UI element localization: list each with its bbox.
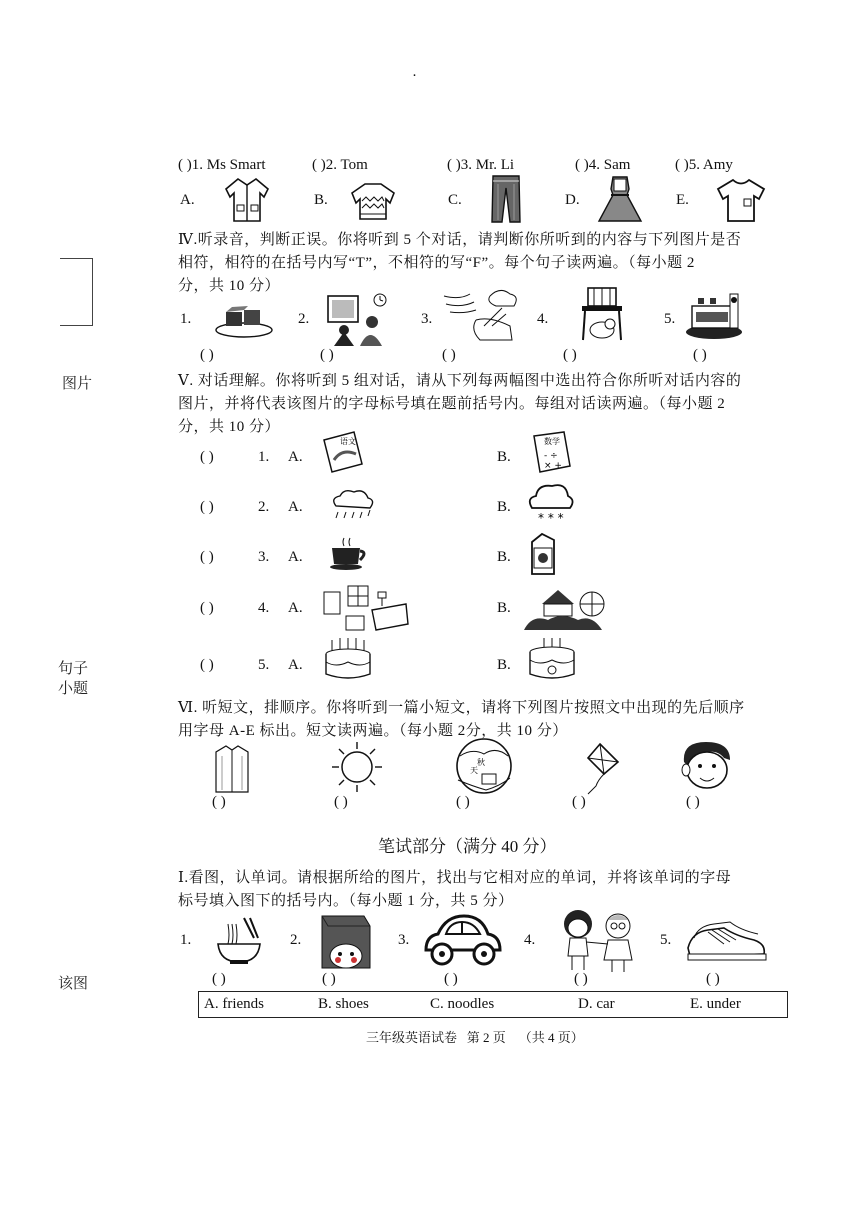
section-5-instruction-3: 分，共 10 分） bbox=[178, 419, 281, 435]
s4-num-5: 5. bbox=[664, 311, 676, 327]
section-4-instruction-2: 相符，相符的在括号内写“T”，不相符的写“F”。每个句子读两遍。（每小题 2 bbox=[178, 255, 695, 271]
s5-opt-a-3: A. bbox=[288, 549, 303, 565]
margin-box bbox=[60, 258, 93, 326]
s4-answer-paren-3[interactable]: ( ) bbox=[442, 347, 456, 363]
jacket-icon bbox=[224, 175, 270, 223]
name-item-4: ( )4. Sam bbox=[575, 157, 631, 173]
name-item-3: ( )3. Mr. Li bbox=[447, 157, 515, 173]
svg-text:× +: × + bbox=[544, 461, 562, 471]
word-option-e: E. under bbox=[690, 996, 741, 1012]
cat-under-chair-icon bbox=[578, 286, 626, 342]
rain-cloud-icon bbox=[328, 488, 376, 524]
s6-answer-paren-4[interactable]: ( ) bbox=[572, 794, 586, 810]
s5-opt-a-5: A. bbox=[288, 657, 303, 673]
s5-opt-a-1: A. bbox=[288, 449, 303, 465]
s5-opt-b-1: B. bbox=[497, 449, 511, 465]
s5-num-1: 1. bbox=[258, 449, 270, 465]
option-label-d: D. bbox=[565, 192, 580, 208]
tshirt-icon bbox=[716, 177, 766, 223]
amusement-park-icon bbox=[522, 584, 608, 632]
w-answer-paren-5[interactable]: ( ) bbox=[706, 971, 720, 987]
s5-paren-4[interactable]: ( ) bbox=[200, 600, 214, 616]
s4-answer-paren-4[interactable]: ( ) bbox=[563, 347, 577, 363]
s5-num-3: 3. bbox=[258, 549, 270, 565]
w-num-5: 5. bbox=[660, 932, 672, 948]
word-option-c: C. noodles bbox=[430, 996, 495, 1012]
s4-answer-paren-2[interactable]: ( ) bbox=[320, 347, 334, 363]
s4-num-4: 4. bbox=[537, 311, 549, 327]
written-section-title: 笔试部分（满分 40 分） bbox=[378, 837, 557, 856]
milk-carton-icon bbox=[528, 532, 558, 576]
s6-answer-paren-2[interactable]: ( ) bbox=[334, 794, 348, 810]
school-building-icon bbox=[684, 288, 746, 340]
s4-answer-paren-1[interactable]: ( ) bbox=[200, 347, 214, 363]
noodles-bowl-icon bbox=[214, 916, 264, 966]
option-label-c: C. bbox=[448, 192, 462, 208]
s5-opt-b-2: B. bbox=[497, 499, 511, 515]
margin-fragment: 图片 bbox=[62, 376, 93, 392]
w-answer-paren-1[interactable]: ( ) bbox=[212, 971, 226, 987]
written-instruction-2: 标号填入图下的括号内。（每小题 1 分，共 5 分） bbox=[178, 893, 514, 909]
s5-paren-5[interactable]: ( ) bbox=[200, 657, 214, 673]
w-num-3: 3. bbox=[398, 932, 410, 948]
option-label-b: B. bbox=[314, 192, 328, 208]
s5-num-5: 5. bbox=[258, 657, 270, 673]
word-option-d: D. car bbox=[578, 996, 615, 1012]
windy-tree-icon bbox=[440, 286, 522, 342]
dress-icon bbox=[597, 175, 643, 223]
svg-text:天: 天 bbox=[470, 766, 478, 775]
shoes-icon bbox=[684, 918, 770, 966]
s4-num-3: 3. bbox=[421, 311, 433, 327]
cake-with-three-candles-icon bbox=[526, 636, 578, 682]
section-4-instruction-1: Ⅳ.听录音，判断正误。你将听到 5 个对话，请判断你所听到的内容与下列图片是否 bbox=[178, 232, 742, 248]
margin-fragment: 该图 bbox=[58, 976, 89, 992]
trousers-icon bbox=[490, 174, 522, 224]
s5-paren-1[interactable]: ( ) bbox=[200, 449, 214, 465]
s6-answer-paren-1[interactable]: ( ) bbox=[212, 794, 226, 810]
w-answer-paren-2[interactable]: ( ) bbox=[322, 971, 336, 987]
option-label-e: E. bbox=[676, 192, 689, 208]
section-5-instruction-2: 图片，并将代表该图片的字母标号填在题前括号内。每组对话读两遍。（每小题 2 bbox=[178, 396, 726, 412]
car-icon bbox=[422, 910, 504, 972]
book-title: 语文 bbox=[340, 437, 356, 446]
w-answer-paren-3[interactable]: ( ) bbox=[444, 971, 458, 987]
word-option-b: B. shoes bbox=[318, 996, 369, 1012]
s4-answer-paren-5[interactable]: ( ) bbox=[693, 347, 707, 363]
s6-answer-paren-3[interactable]: ( ) bbox=[456, 794, 470, 810]
section-5-instruction-1: Ⅴ. 对话理解。你将听到 5 组对话，请从下列每两幅图中选出符合你所听对话内容的 bbox=[178, 373, 742, 389]
w-answer-paren-4[interactable]: ( ) bbox=[574, 971, 588, 987]
snow-cloud-icon bbox=[526, 480, 576, 526]
living-room-icon bbox=[322, 584, 410, 634]
tv-family-icon bbox=[324, 292, 388, 346]
birthday-cake-icon bbox=[322, 636, 372, 682]
math-book-icon bbox=[528, 430, 574, 474]
w-num-2: 2. bbox=[290, 932, 302, 948]
svg-text:* * *: * * * bbox=[538, 511, 564, 525]
svg-text:- ÷: - ÷ bbox=[544, 451, 558, 461]
name-item-2: ( )2. Tom bbox=[312, 157, 368, 173]
margin-fragment: 小题 bbox=[58, 681, 89, 697]
name-item-5: ( )5. Amy bbox=[675, 157, 733, 173]
s4-num-1: 1. bbox=[180, 311, 192, 327]
w-num-4: 4. bbox=[524, 932, 536, 948]
boy-face-icon bbox=[678, 738, 736, 792]
svg-text:秋: 秋 bbox=[477, 758, 485, 767]
chinese-book-icon bbox=[320, 430, 366, 474]
word-option-a: A. friends bbox=[204, 996, 264, 1012]
s4-num-2: 2. bbox=[298, 311, 310, 327]
section-6-instruction-1: Ⅵ. 听短文，排顺序。你将听到一篇小短文，请将下列图片按照文中出现的先后顺序 bbox=[178, 700, 745, 716]
s5-paren-3[interactable]: ( ) bbox=[200, 549, 214, 565]
shirt-icon bbox=[214, 744, 250, 794]
sun-icon bbox=[330, 740, 384, 794]
autumn-scene-icon bbox=[452, 738, 516, 794]
margin-fragment: 句子 bbox=[58, 661, 89, 677]
s5-opt-a-2: A. bbox=[288, 499, 303, 515]
coffee-cup-icon bbox=[328, 536, 372, 572]
name-item-1: ( )1. Ms Smart bbox=[178, 157, 266, 173]
section-4-instruction-3: 分，共 10 分） bbox=[178, 278, 281, 294]
s6-answer-paren-5[interactable]: ( ) bbox=[686, 794, 700, 810]
s5-opt-b-3: B. bbox=[497, 549, 511, 565]
written-instruction-1: Ⅰ.看图，认单词。请根据所给的图片，找出与它相对应的单词，并将该单词的字母 bbox=[178, 870, 732, 886]
monkey-under-box-icon bbox=[318, 912, 374, 972]
cake-slices-icon bbox=[214, 302, 274, 338]
option-label-a: A. bbox=[180, 192, 195, 208]
w-num-1: 1. bbox=[180, 932, 192, 948]
s5-num-2: 2. bbox=[258, 499, 270, 515]
s5-opt-b-5: B. bbox=[497, 657, 511, 673]
two-friends-icon bbox=[558, 908, 644, 974]
page-footer: 三年级英语试卷 第 2 页 （共 4 页） bbox=[366, 1030, 584, 1045]
s5-opt-b-4: B. bbox=[497, 600, 511, 616]
sweater-icon bbox=[350, 181, 396, 221]
page-dot: · bbox=[412, 68, 417, 84]
s5-opt-a-4: A. bbox=[288, 600, 303, 616]
section-6-instruction-2: 用字母 A-E 标出。短文读两遍。（每小题 2分，共 10 分） bbox=[178, 723, 568, 739]
s5-paren-2[interactable]: ( ) bbox=[200, 499, 214, 515]
kite-icon bbox=[576, 742, 624, 796]
book-title: 数学 bbox=[544, 437, 560, 446]
s5-num-4: 4. bbox=[258, 600, 270, 616]
